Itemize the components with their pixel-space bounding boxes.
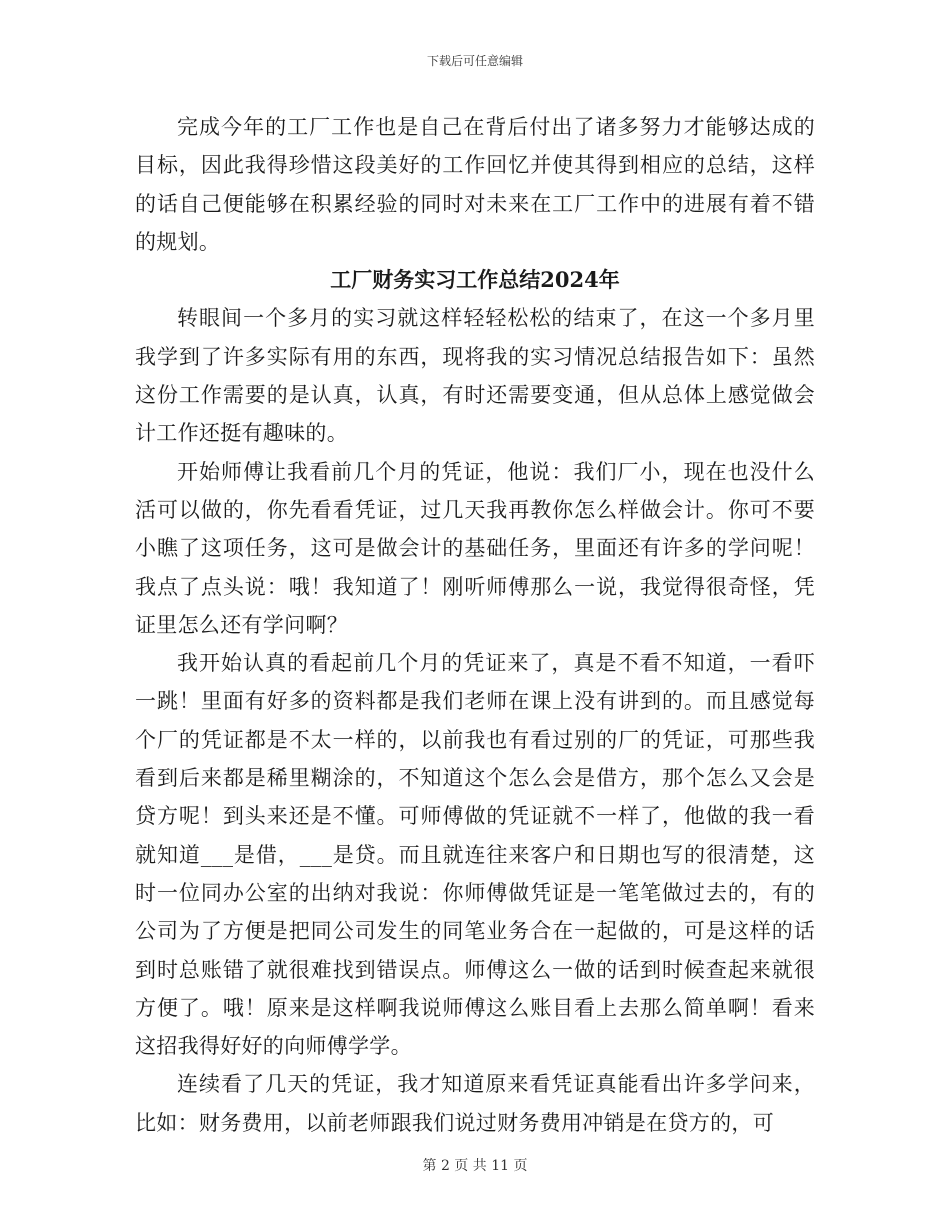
body-paragraph: 开始师傅让我看前几个月的凭证，他说：我们厂小，现在也没什么活可以做的，你先看看凭证，过几天我再教你怎么样做会计。你可不要小瞧了这项任务，这可是做会计的基础任务，里面还有许多的学问呢！我点了点头说：哦！我知道了！刚听师傅那么一说，我觉得很奇怪，凭证里怎么还有学问啊？	[135, 459, 815, 637]
document-body	[135, 108, 815, 1142]
page-header: 下载后可任意编辑	[426, 54, 523, 68]
body-paragraph: 转眼间一个多月的实习就这样轻轻松松的结束了，在这一个多月里我学到了许多实际有用的东西，现将我的实习情况总结报告如下：虽然这份工作需要的是认真，认真，有时还需要变通，但从总体上感觉做会计工作还挺有趣味的。	[135, 306, 815, 446]
body-paragraph: 连续看了几天的凭证，我才知道原来看凭证真能看出许多学问来，比如：财务费用，以前老师跟我们说过财务费用冲销是在贷方的，可	[135, 1072, 815, 1135]
page-footer: 第 2 页 共 11 页	[422, 1158, 528, 1174]
body-paragraph: 我开始认真的看起前几个月的凭证来了，真是不看不知道，一看吓一跳！里面有好多的资料都是我们老师在课上没有讲到的。而且感觉每个厂的凭证都是不太一样的，以前我也有看过别的厂的凭证，可那些我看到后来都是稀里糊涂的，不知道这个怎么会是借方，那个怎么又会是贷方呢！到头来还是不懂。可师傅做的凭证就不一样了，他做的我一看就知道___是借，___是贷。而且就连往来客户和日期也写的很清楚，这时一位同办公室的出纳对我说：你师傅做凭证是一笔笔做过去的，有的公司为了方便是把同公司发生的同笔业务合在一起做的，可是这样的话到时总账错了就很难找到错误点。师傅这么一做的话到时候查起来就很方便了。哦！原来是这样啊我说师傅这么账目看上去那么简单啊！看来这招我得好好的向师傅学学。	[135, 651, 815, 1059]
intro-paragraph: 完成今年的工厂工作也是自己在背后付出了诸多努力才能够达成的目标，因此我得珍惜这段美好的工作回忆并使其得到相应的总结，这样的话自己便能够在积累经验的同时对未来在工厂工作中的进展有着不错的规划。	[135, 115, 815, 254]
document-title: 工厂财务实习工作总结2024年	[330, 267, 620, 293]
